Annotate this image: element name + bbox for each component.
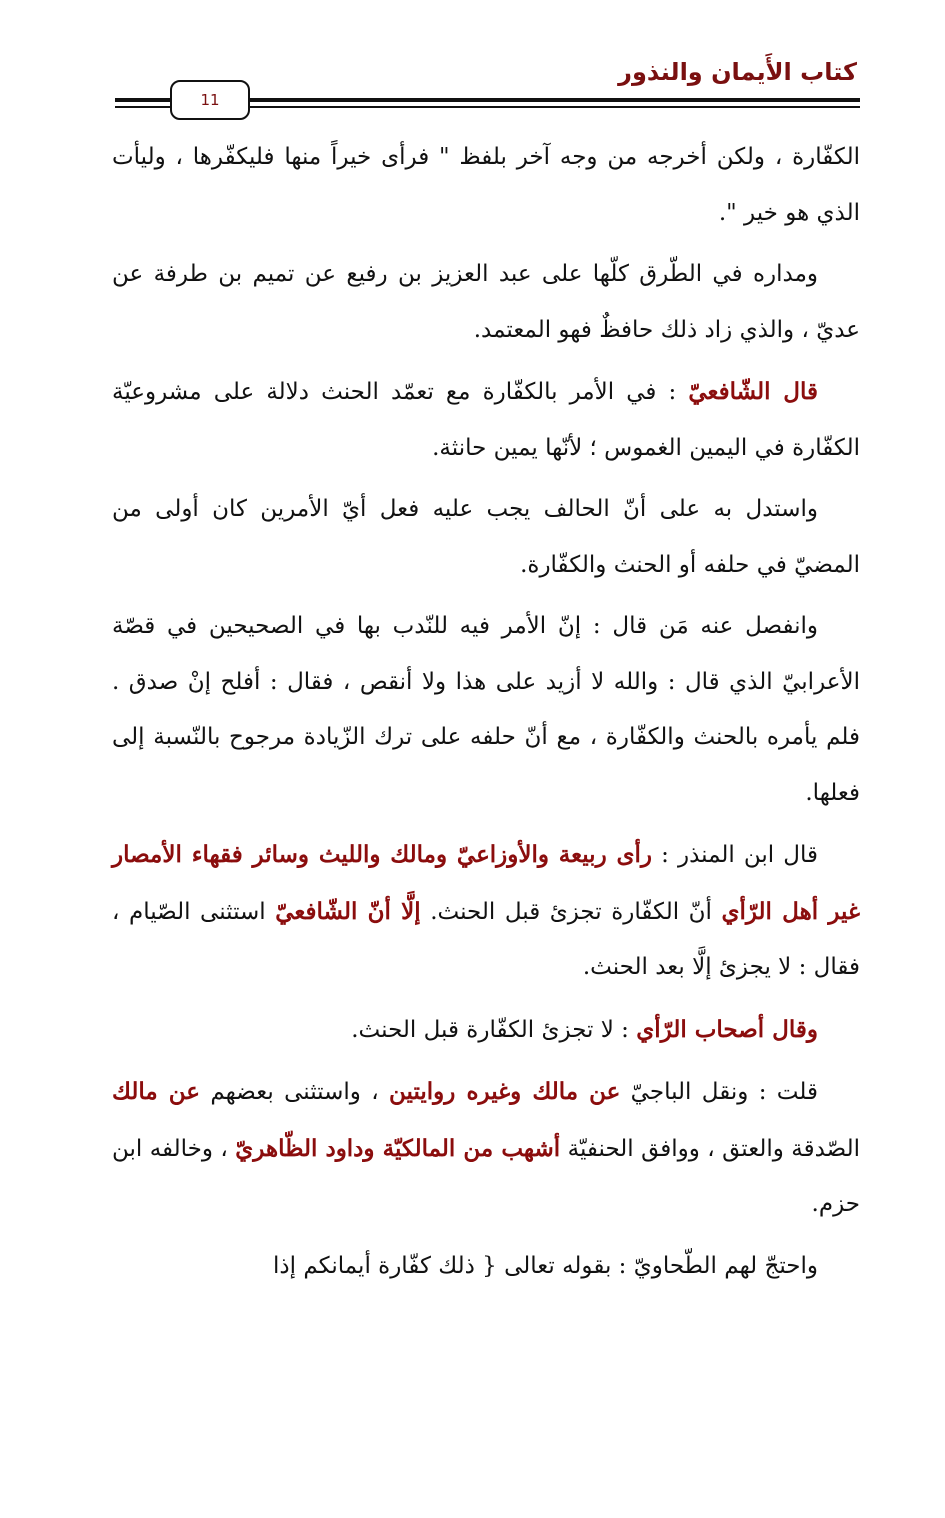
body-text: : لا تجزئ الكفّارة قبل الحنث. (351, 1016, 637, 1043)
body-text: واستدل به على أنّ الحالف يجب عليه فعل أيّ الأمرين كان أولى من المضيّ في حلفه أو الحنث والكفّارة. (112, 496, 860, 578)
body-text: : في الأمر بالكفّارة مع تعمّد الحنث دلالة على مشروعيّة الكفّارة في اليمين الغموس ؛ لأنّها يمين حانثة. (112, 379, 860, 461)
highlighted-text: عن مالك وغيره روايتين (389, 1078, 621, 1105)
highlighted-text: رأى ربيعة والأوزاعيّ ومالك والليث وسائر فقهاء الأمصار غير أهل الرّأي (112, 841, 861, 925)
body-text: ، وخالفه ابن حزم. (112, 1135, 860, 1217)
paragraph (112, 130, 860, 241)
highlighted-text: إلَّا أنّ الشّافعيّ (275, 897, 421, 925)
page-body (112, 130, 860, 1294)
body-text: قال ابن المنذر : (652, 842, 818, 868)
body-text: وانفصل عنه مَن قال : إنّ الأمر فيه للنّدب بها في الصحيحين في قصّة الأعرابيّ الذي قال : والله لا أزيد على هذا ولا أنقص ، فقال : أفلح إنْ صدق . فلم يأمره بالحنث والكفّارة ، مع أنّ حلفه على ترك الزّيادة مرجوح بالنّسبة إلى فعلها. (112, 613, 860, 806)
paragraph (112, 247, 860, 358)
body-text: الصّدقة والعتق ، ووافق الحنفيّة (560, 1135, 860, 1162)
highlighted-text: قال الشّافعيّ (688, 378, 818, 405)
paragraph (112, 1002, 860, 1059)
paragraph (112, 1064, 860, 1233)
paragraph (112, 827, 860, 996)
book-title: كتاب الأَيمان والنذور (618, 58, 857, 86)
body-text: قلت : ونقل الباجيّ (620, 1079, 819, 1105)
paragraph (112, 599, 860, 821)
body-text: الكفّارة ، ولكن أخرجه من وجه آخر بلفظ " فرأى خيراً منها فليكفّرها ، وليأت الذي هو خير ". (112, 144, 860, 226)
highlighted-text: عن مالك (112, 1078, 201, 1105)
body-text: واحتجّ لهم الطّحاويّ : بقوله تعالى { ذلك كفّارة أيمانكم إذا (273, 1252, 818, 1279)
paragraph (112, 364, 860, 476)
body-text: استثنى الصّيام ، فقال : لا يجزئ إلَّا بعد الحنث. (112, 898, 860, 980)
page-number: 11 (170, 80, 250, 120)
highlighted-text: وقال أصحاب الرّأي (636, 1015, 818, 1043)
paragraph (112, 482, 860, 593)
body-text: أنّ الكفّارة تجزئ قبل الحنث. (420, 898, 722, 925)
body-text: ومداره في الطّرق كلّها على عبد العزيز بن رفيع عن تميم بن طرفة عن عديّ ، والذي زاد ذلك حافظٌ فهو المعتمد. (112, 261, 860, 343)
paragraph (112, 1239, 860, 1295)
highlighted-text: أشهب من المالكيّة وداود الظّاهريّ (235, 1134, 561, 1162)
body-text: ، واستثنى بعضهم (200, 1079, 389, 1105)
